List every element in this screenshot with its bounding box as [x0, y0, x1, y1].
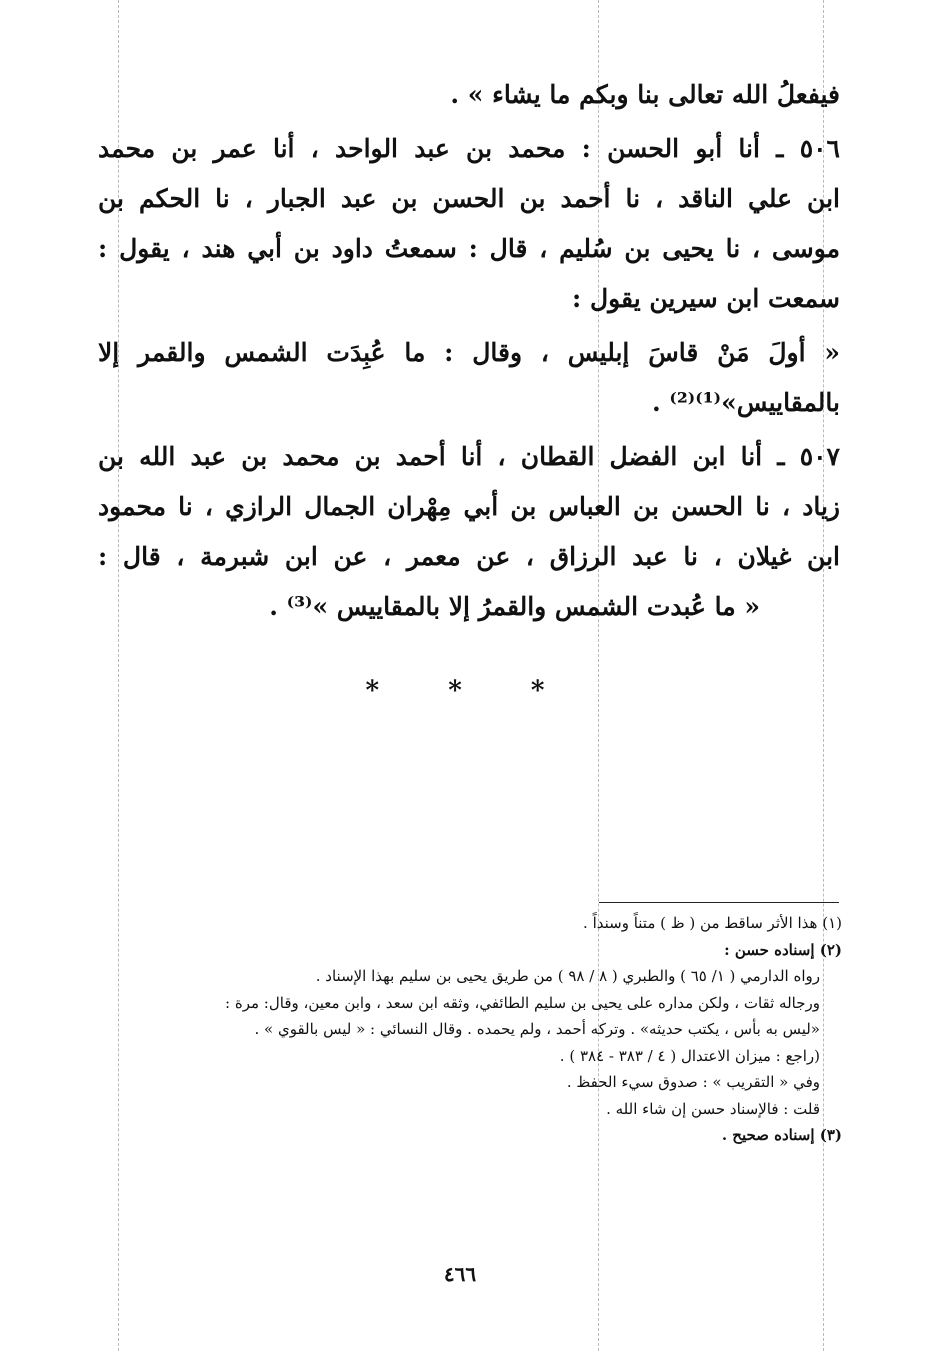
- main-text: [98, 70, 840, 632]
- footnote-rule: [599, 902, 839, 903]
- text-line: زياد ، نا الحسن بن العباس بن أبي مِهْران الجمال الرازي ، نا محمود: [98, 492, 840, 521]
- text-line: فيفعلُ الله تعالى بنا وبكم ما يشاء » .: [450, 80, 840, 109]
- text-line: بالمقاييس»⁽¹⁾⁽²⁾ .: [651, 388, 840, 417]
- footnotes: [118, 910, 842, 1149]
- footnote-line: وفي « التقريب » : صدوق سيء الحفظ .: [566, 1073, 820, 1091]
- page-number: ٤٦٦: [443, 1262, 477, 1286]
- footnote-line: «ليس به بأس ، يكتب حديثه» . وتركه أحمد ، ولم يحمده . وقال النسائي : « ليس بالقوي » .: [254, 1020, 820, 1038]
- text-line: موسى ، نا يحيى بن سُليم ، قال : سمعتُ داود بن أبي هند ، يقول :: [98, 234, 840, 263]
- section-separator: * * *: [365, 676, 575, 706]
- footnote-line: رواه الدارمي ( ١/ ٦٥ ) والطبري ( ٨ / ٩٨ ) من طريق يحيى بن سليم بهذا الإسناد .: [315, 967, 820, 985]
- footnote-line: قلت : فالإسناد حسن إن شاء الله .: [606, 1099, 820, 1118]
- footnote-line: (٢) إسناده حسن :: [724, 940, 842, 959]
- footnote-line: (٣) إسناده صحيح .: [721, 1126, 842, 1144]
- footnote-line: (١) هذا الأثر ساقط من ( ظ ) متناً وسنداً .: [583, 914, 842, 932]
- text-line: « ما عُبدت الشمس والقمرُ إلا بالمقاييس »⁽³⁾ .: [269, 592, 760, 621]
- text-line: ابن علي الناقد ، نا أحمد بن الحسن بن عبد الجبار ، نا الحكم بن: [98, 184, 840, 213]
- footnote-line: ورجاله ثقات ، ولكن مداره على يحيى بن سليم الطائفي، وثقه ابن سعد ، وابن معين، وقال: مرة :: [225, 993, 820, 1012]
- text-line: ابن غيلان ، نا عبد الرزاق ، عن معمر ، عن ابن شبرمة ، قال :: [98, 542, 840, 571]
- text-line: ٥٠٧ ـ أنا ابن الفضل القطان ، أنا أحمد بن محمد بن عبد الله بن: [98, 442, 840, 471]
- footnote-line: (راجع : ميزان الاعتدال ( ٤ / ٣٨٣ - ٣٨٤ ) .: [559, 1046, 820, 1065]
- text-line: سمعت ابن سيرين يقول :: [572, 284, 840, 313]
- text-line: ٥٠٦ ـ أنا أبو الحسن : محمد بن عبد الواحد ، أنا عمر بن محمد: [98, 134, 840, 163]
- text-line: « أولَ مَنْ قاسَ إبليس ، وقال : ما عُبِدَت الشمس والقمر إلا: [98, 338, 840, 367]
